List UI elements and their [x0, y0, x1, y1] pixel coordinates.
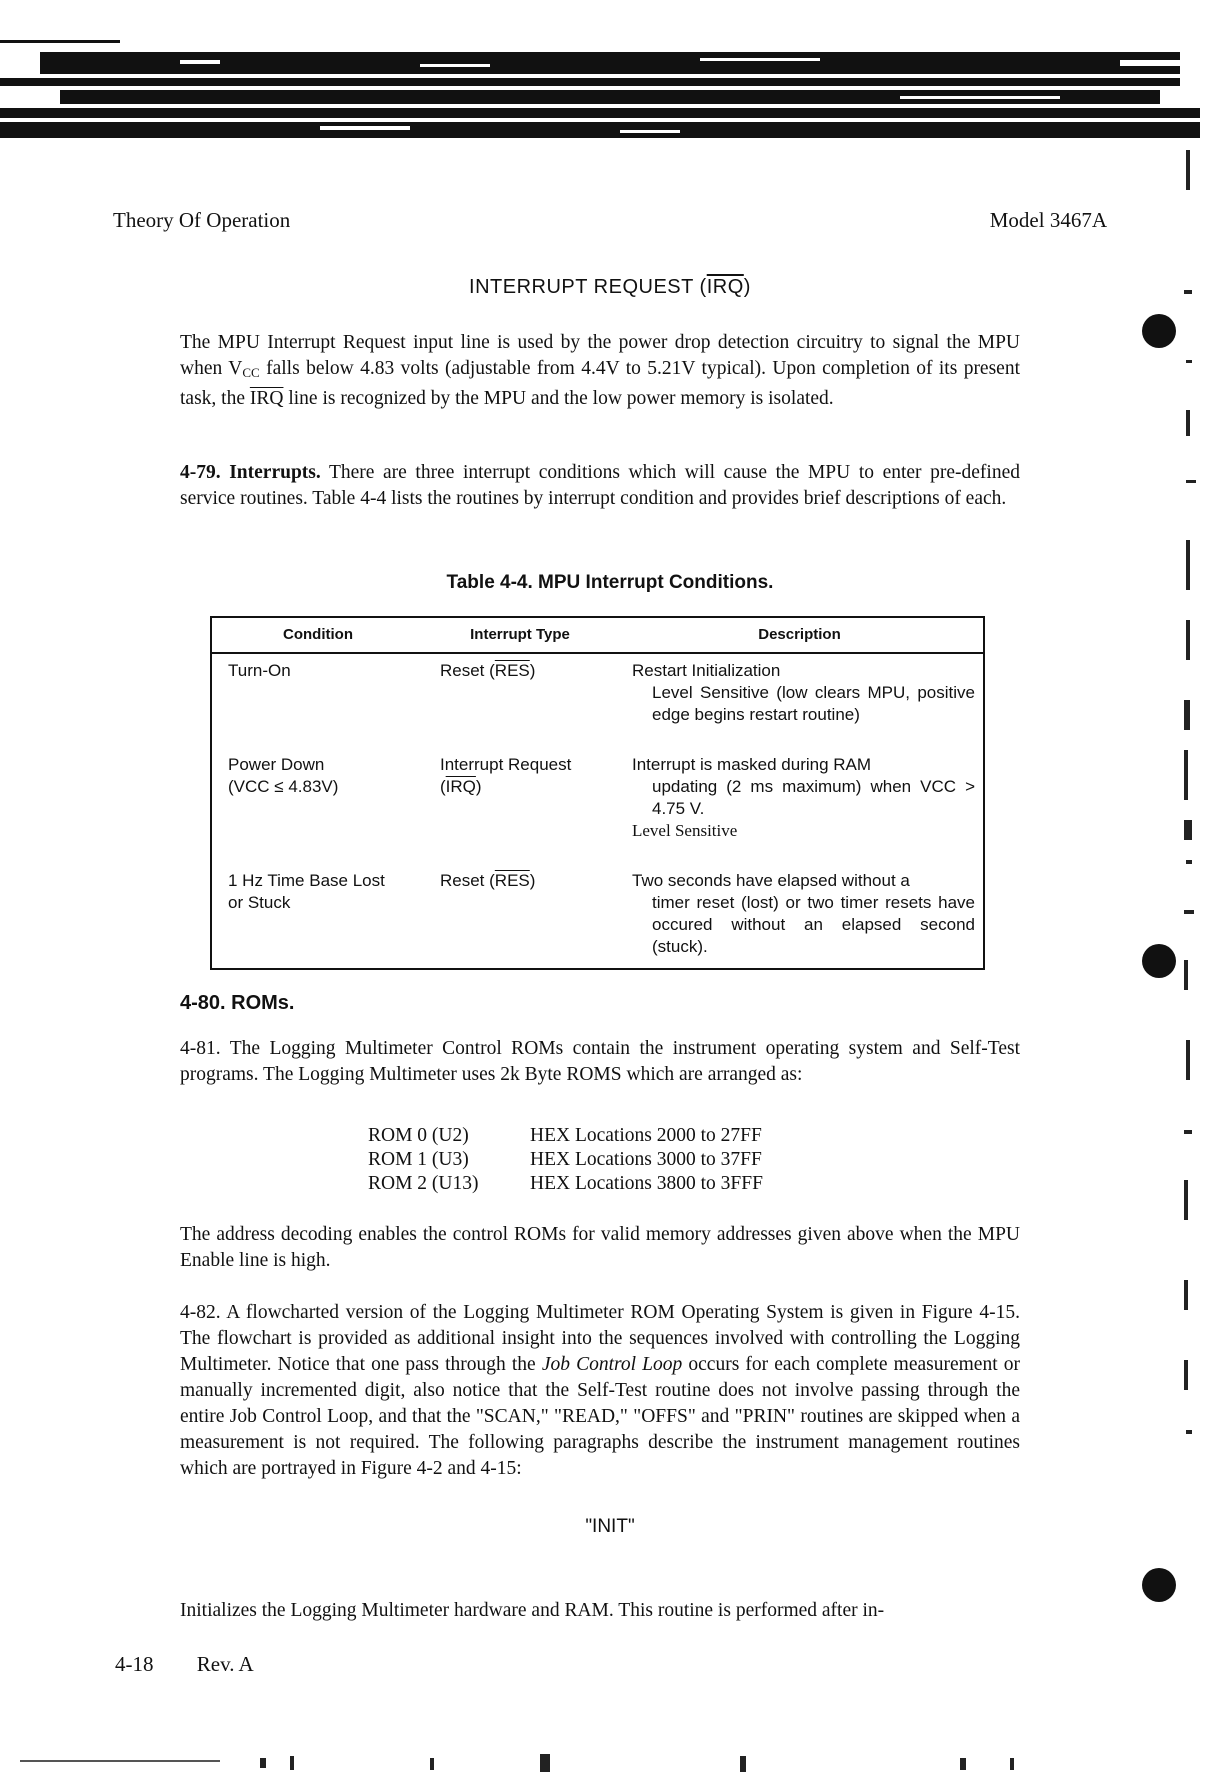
rom-location: HEX Locations 3800 to 3FFF — [530, 1173, 763, 1194]
type-signal: $\overline{IRQ}$ — [445, 777, 476, 796]
irq-heading — [0, 276, 1220, 299]
page-number: 4-18 — [115, 1652, 154, 1676]
punch-hole — [1142, 314, 1176, 348]
cell-description — [616, 748, 984, 864]
cell-type: Interrupt Request $(\overline{IRQ})$ — [424, 748, 616, 864]
table-row — [211, 864, 984, 969]
list-item — [368, 1148, 763, 1172]
condition-line1: 1 Hz Time Base Lost — [228, 871, 385, 890]
rom-location: HEX Locations 2000 to 27FF — [530, 1125, 762, 1146]
desc-first: Two seconds have elapsed without a — [632, 871, 910, 890]
col-description: Description — [616, 617, 984, 653]
roms-heading: 4-80. ROMs. — [180, 992, 295, 1014]
condition-line2: or Stuck — [228, 893, 291, 912]
desc-first: Restart Initialization — [632, 661, 781, 680]
irq-para-part3: line is recognized by the MPU and the low power memory is isolated. — [283, 388, 834, 409]
scan-noise-band — [0, 0, 1220, 150]
page-footer — [115, 1652, 292, 1677]
margin-scan-marks — [1178, 140, 1208, 1740]
irq-para-signal: $\overline{IRQ}$ — [249, 388, 284, 409]
paragraph-address-decoding: The address decoding enables the control ROMs for valid memory addresses given above when the MPU Enable line is high. — [180, 1224, 1020, 1271]
paragraph-init: Initializes the Logging Multimeter hardware and RAM. This routine is performed after in- — [180, 1600, 885, 1621]
irq-heading-close: ) — [743, 276, 751, 298]
col-condition: Condition — [211, 617, 424, 653]
para-4-79-text: There are three interrupt conditions which will cause the MPU to enter pre-defined service routines. Table 4-4 lists the routines by interrupt condition and provides brief descriptions of each. — [180, 462, 1020, 509]
desc-first: Interrupt is masked during RAM — [632, 755, 872, 774]
list-item — [368, 1172, 763, 1196]
para-4-82-part1: 4-82. A flowcharted version of the Logging Multimeter ROM Operating System is given in Figure 4-15. The flowchart is provided as additional insight into the sequences involved with controlling the Logging Multimeter. Notice that one pass through the — [180, 1302, 1020, 1375]
cell-condition — [211, 864, 424, 969]
header-section-title: Theory Of Operation — [113, 208, 291, 232]
para-4-82-italic: Job Control Loop — [541, 1354, 683, 1375]
revision: Rev. A — [196, 1652, 254, 1676]
irq-heading-text: INTERRUPT REQUEST ( — [469, 276, 707, 298]
init-heading: "INIT" — [585, 1516, 635, 1537]
irq-para-part2: falls below 4.83 volts (adjustable from 4.4V to 5.21V typical). Upon completion of its present task, the — [180, 358, 1020, 409]
bottom-scan-marks — [0, 1740, 1220, 1784]
para-4-82-part2: occurs for each complete measurement or manually incremented digit, also notice that the Self-Test routine does not involve passing through the entire Job Control Loop, and that the "SCAN," "READ," "OFFS" and "PRIN" routines are skipped when a measurement is not required. The following paragraphs describe the instrument management routines which are portrayed in Figure 4-2 and 4-15: — [180, 1354, 1020, 1479]
rom-list — [368, 1124, 763, 1196]
table-header-row — [211, 617, 984, 653]
desc-rest: Level Sensitive (low clears MPU, positive edge begins restart routine) — [652, 683, 975, 724]
table-title: Table 4-4. MPU Interrupt Conditions. — [446, 572, 774, 593]
col-interrupt-type: Interrupt Type — [424, 617, 616, 653]
interrupt-conditions-table — [210, 616, 985, 970]
cell-condition — [211, 653, 424, 748]
irq-para-sub: CC — [242, 365, 260, 380]
type-signal: $\overline{RES}$ — [494, 661, 530, 680]
cell-type — [424, 653, 616, 748]
desc-last: Level Sensitive — [632, 821, 738, 840]
table-row — [211, 653, 984, 748]
type-close: ) — [529, 661, 536, 680]
rom-location: HEX Locations 3000 to 37FF — [530, 1149, 762, 1170]
cell-description — [616, 653, 984, 748]
irq-para-part1: The MPU Interrupt Request input line is used by the power drop detection circuitry to signal the MPU when V — [180, 332, 1020, 379]
condition-line2: (VCC ≤ 4.83V) — [228, 777, 339, 796]
type-text: Interrupt Request — [440, 755, 572, 774]
punch-hole — [1142, 944, 1176, 978]
paragraph-4-82 — [180, 1300, 1020, 1482]
type-text: Reset ( — [440, 871, 495, 890]
punch-hole — [1142, 1568, 1176, 1602]
header-model: Model 3467A — [989, 208, 1107, 232]
condition-line1: Turn-On — [228, 661, 291, 680]
type-close: ) — [529, 871, 536, 890]
paragraph-4-81: 4-81. The Logging Multimeter Control ROMs contain the instrument operating system and Self-Test programs. The Logging Multimeter uses 2k Byte ROMS which are arranged as: — [180, 1038, 1020, 1085]
cell-condition — [211, 748, 424, 864]
type-text: Reset ( — [440, 661, 495, 680]
rom-name: ROM 2 (U13) — [368, 1173, 479, 1194]
irq-heading-signal: $\overline{IRQ}$ — [706, 276, 744, 298]
condition-line1: Power Down — [228, 755, 325, 774]
rom-name: ROM 0 (U2) — [368, 1125, 469, 1146]
type-signal: $\overline{RES}$ — [494, 871, 530, 890]
rom-name: ROM 1 (U3) — [368, 1149, 469, 1170]
cell-description — [616, 864, 984, 969]
table-row — [211, 748, 984, 864]
desc-rest: timer reset (lost) or two timer resets have occured without an elapsed second (stuck). — [652, 893, 975, 956]
para-4-79-label: 4-79. Interrupts. — [180, 462, 321, 483]
paragraph-4-79 — [180, 460, 1020, 512]
desc-rest: updating (2 ms maximum) when VCC > 4.75 V. — [652, 777, 975, 818]
cell-type — [424, 864, 616, 969]
irq-paragraph — [180, 330, 1020, 412]
list-item — [368, 1124, 763, 1148]
